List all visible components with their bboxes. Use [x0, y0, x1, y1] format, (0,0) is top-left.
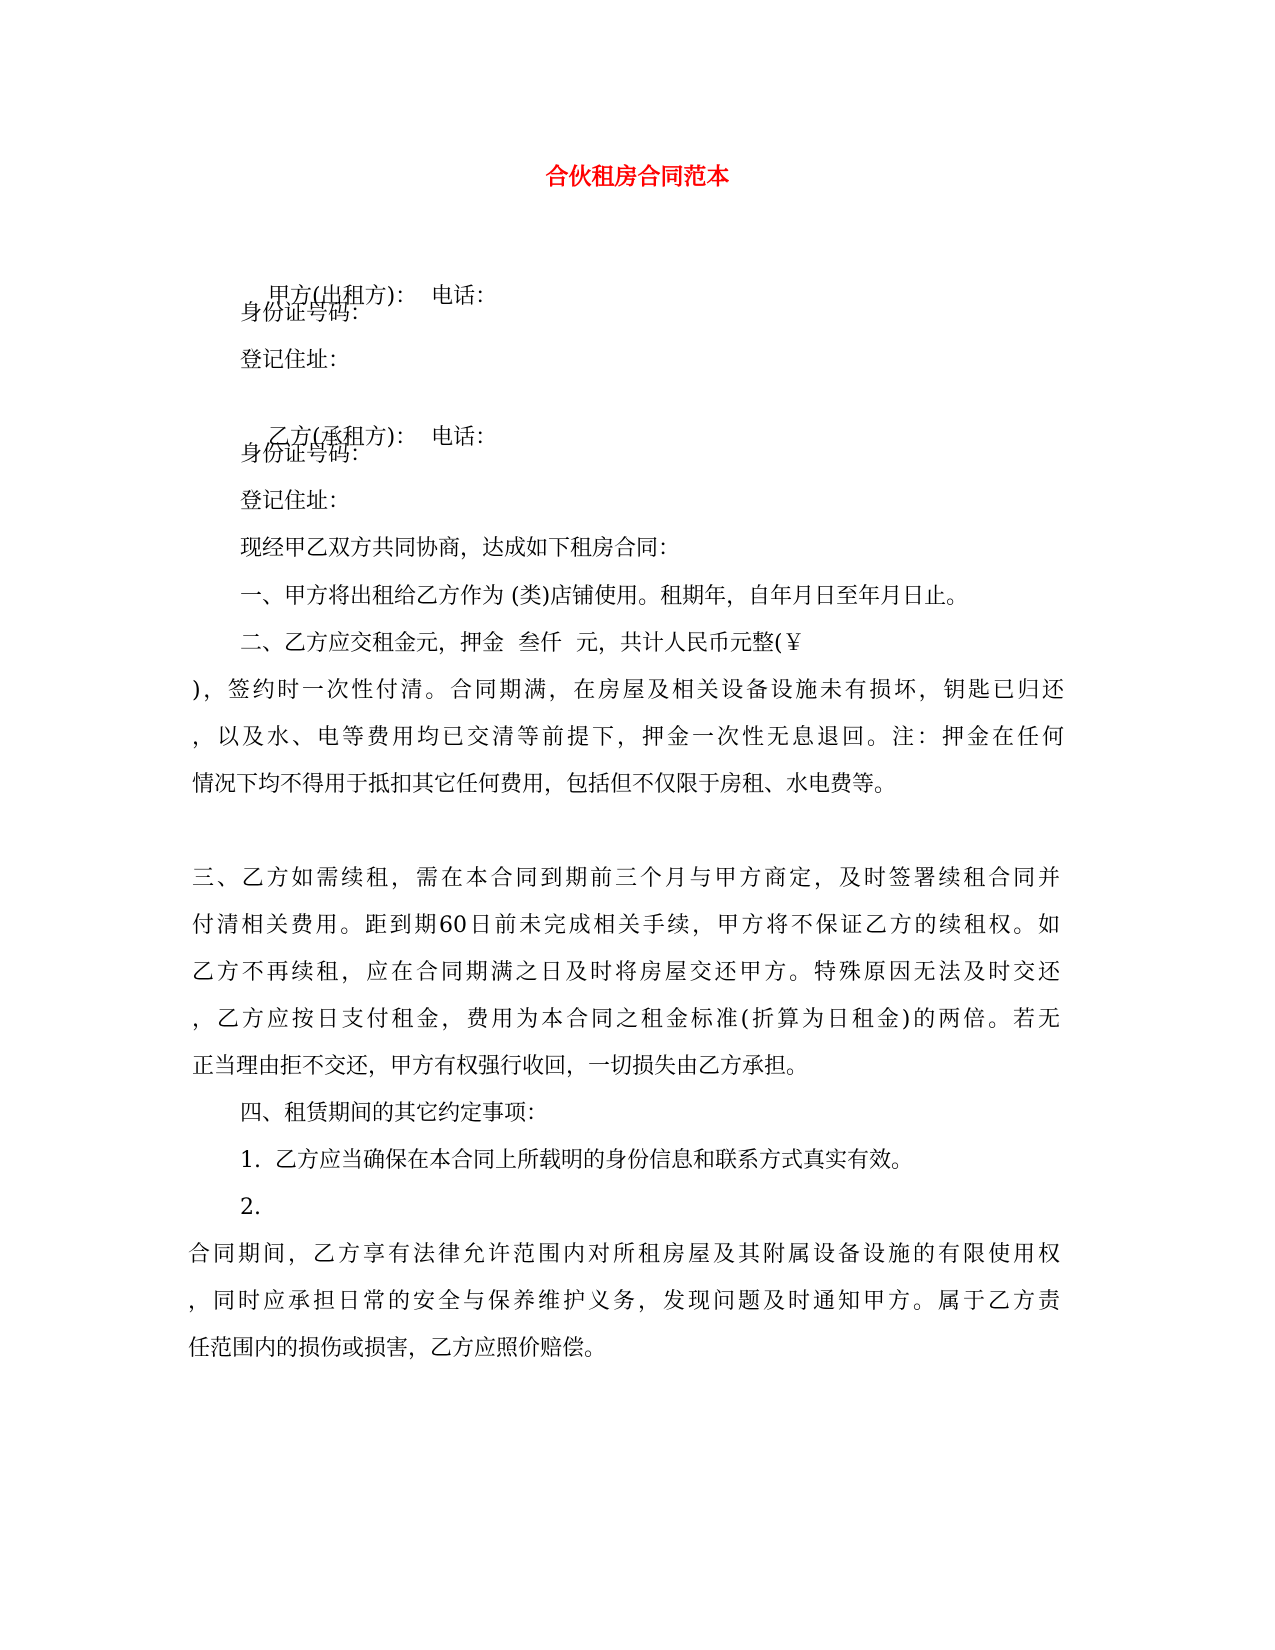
clause-3-line-5: 正当理由拒不交还，甲方有权强行收回，一切损失由乙方承担。 — [192, 1054, 809, 1079]
clause-2-line-1: 二、乙方应交租金元，押金 叁仟 元，共计人民币元整(￥ — [240, 631, 805, 656]
party-b-id-label: 身份证号码： — [240, 442, 373, 467]
document-title: 合伙租房合同范本 — [545, 164, 730, 190]
party-a-id-label: 身份证号码： — [240, 301, 373, 326]
party-b-phone-label: 电话： — [431, 425, 498, 450]
clause-2-line-2: )，签约时一次性付清。合同期满，在房屋及相关设备设施未有损坏，钥匙已归还 — [192, 678, 1064, 703]
clause-4-item-2-number: 2. — [240, 1195, 261, 1220]
clause-1-text: 一、甲方将出租给乙方作为 (类)店铺使用。租期年，自年月日至年月日止。 — [240, 584, 969, 609]
clause-2-line-4: 情况下均不得用于抵扣其它任何费用，包括但不仅限于房租、水电费等。 — [192, 772, 897, 797]
party-a-label: 甲方(出租方)： — [267, 284, 418, 309]
clause-4-item-2-line-3: 任范围内的损伤或损害，乙方应照价赔偿。 — [188, 1336, 607, 1361]
clause-4-item-2-line-2: ，同时应承担日常的安全与保养维护义务，发现问题及时通知甲方。属于乙方责 — [188, 1289, 1060, 1314]
clause-3-line-2: 付清相关费用。距到期60日前未完成相关手续，甲方将不保证乙方的续租权。如 — [192, 913, 1060, 938]
clause-3-line-4: ，乙方应按日支付租金，费用为本合同之租金标准(折算为日租金)的两倍。若无 — [192, 1007, 1060, 1032]
clause-4-item-1: 1. 乙方应当确保在本合同上所载明的身份信息和联系方式真实有效。 — [240, 1148, 913, 1173]
clause-3-line-3: 乙方不再续租，应在合同期满之日及时将房屋交还甲方。特殊原因无法及时交还 — [192, 960, 1060, 985]
party-b-address-label: 登记住址： — [240, 489, 351, 514]
clause-3-line-1: 三、乙方如需续租，需在本合同到期前三个月与甲方商定，及时签署续租合同并 — [192, 866, 1060, 891]
clause-4-heading: 四、租赁期间的其它约定事项： — [240, 1101, 549, 1126]
party-a-phone-label: 电话： — [431, 284, 498, 309]
preamble-text: 现经甲乙双方共同协商，达成如下租房合同： — [240, 536, 681, 561]
clause-4-item-2-line-1: 合同期间，乙方享有法律允许范围内对所租房屋及其附属设备设施的有限使用权 — [188, 1242, 1060, 1267]
party-a-address-label: 登记住址： — [240, 348, 351, 373]
party-b-label: 乙方(承租方)： — [267, 425, 418, 450]
clause-2-line-3: ，以及水、电等费用均已交清等前提下，押金一次性无息退回。注：押金在任何 — [192, 725, 1064, 750]
